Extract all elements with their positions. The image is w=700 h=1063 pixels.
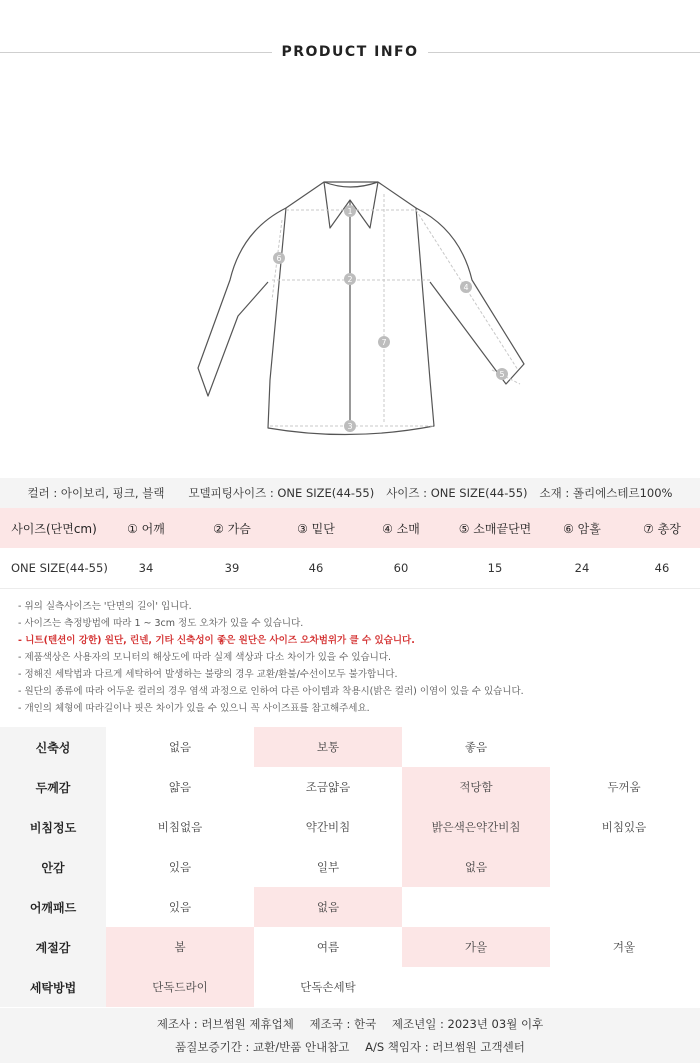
note-line: - 개인의 체형에 따라길이나 핏은 차이가 있을 수 있으니 꼭 사이즈표를 참고해주세요. xyxy=(18,703,370,714)
marker-1: 1 xyxy=(347,207,353,216)
fabric-label: 두께감 xyxy=(0,767,106,807)
note-line: - 정해진 세탁법과 다르게 세탁하여 발생하는 불량의 경우 교환/환불/수선이모두 불가합니다. xyxy=(18,669,398,680)
size-header-cell: ⑦ 총장 xyxy=(643,521,681,536)
fabric-option xyxy=(402,967,550,1007)
product-meta-bar xyxy=(0,478,700,508)
fabric-option: 단독손세탁 xyxy=(300,980,356,994)
footer-info xyxy=(0,1008,700,1063)
fabric-option: 겨울 xyxy=(612,940,636,954)
fabric-option-selected: 가을 xyxy=(402,927,550,967)
meta-size: 사이즈 : ONE SIZE(44-55) xyxy=(386,486,528,500)
size-cell: 24 xyxy=(574,561,590,575)
size-header-cell: ④ 소매 xyxy=(382,521,420,536)
note-line: - 사이즈는 측정방법에 따라 1 ~ 3cm 정도 오차가 있을 수 있습니다. xyxy=(18,618,304,629)
fabric-option: 두꺼움 xyxy=(607,780,641,794)
fabric-option-selected: 보통 xyxy=(254,727,402,767)
size-cell: 15 xyxy=(487,561,503,575)
fabric-option: 약간비침 xyxy=(305,820,351,834)
size-cell: 46 xyxy=(654,561,670,575)
fabric-label: 계절감 xyxy=(0,927,106,967)
fabric-option xyxy=(402,887,550,927)
fabric-option xyxy=(550,727,698,767)
fabric-option xyxy=(550,887,698,927)
fabric-info-table xyxy=(0,727,700,1007)
size-header-cell: ⑥ 암홀 xyxy=(563,521,601,536)
size-header-cell: ⑤ 소매끝단면 xyxy=(458,521,532,536)
footer-country: 제조국 : 한국 xyxy=(309,1017,377,1031)
page-title: PRODUCT INFO xyxy=(281,44,419,60)
header-divider-right xyxy=(428,52,700,53)
fabric-option: 있음 xyxy=(168,860,192,874)
note-line: - 제품색상은 사용자의 모니터의 해상도에 따라 실제 색상과 다소 차이가 있을 수 있습니다. xyxy=(18,652,392,663)
fabric-option xyxy=(550,847,698,887)
shirt-measurement-illustration xyxy=(180,170,540,440)
table-row xyxy=(0,548,700,589)
fabric-option: 일부 xyxy=(316,860,340,874)
size-table-header xyxy=(0,508,700,548)
footer-as: A/S 책임자 : 러브썸원 고객센터 xyxy=(365,1040,525,1054)
measurement-markers xyxy=(273,205,508,432)
fabric-label: 어깨패드 xyxy=(0,887,106,927)
fabric-option: 비침있음 xyxy=(601,820,647,834)
section-header xyxy=(0,0,700,106)
size-header-cell: ② 가슴 xyxy=(213,521,251,536)
meta-model-size: 모델피팅사이즈 : ONE SIZE(44-55) xyxy=(188,486,375,500)
size-cell: 46 xyxy=(308,561,324,575)
fabric-option: 비침없음 xyxy=(157,820,203,834)
fabric-option: 없음 xyxy=(168,740,192,754)
size-cell: 60 xyxy=(393,561,409,575)
marker-5: 5 xyxy=(499,370,505,379)
footer-manufacturer: 제조사 : 러브썸원 제휴업체 xyxy=(156,1017,294,1031)
fabric-label: 세탁방법 xyxy=(0,967,106,1007)
fabric-label: 안감 xyxy=(0,847,106,887)
size-header-cell: 사이즈(단면cm) xyxy=(11,521,97,536)
fabric-row-season xyxy=(0,927,700,967)
fabric-label: 비침정도 xyxy=(0,807,106,847)
size-table xyxy=(0,508,700,589)
size-cell: 34 xyxy=(138,561,154,575)
fabric-row-lining xyxy=(0,847,700,887)
fabric-option-selected: 밝은색은약간비침 xyxy=(402,807,550,847)
footer-warranty: 품질보증기간 : 교환/반품 안내참고 xyxy=(175,1040,350,1054)
meta-material: 소재 : 폴리에스테르100% xyxy=(539,486,673,500)
size-cell: 39 xyxy=(224,561,240,575)
note-line-warning: - 니트(텐션이 강한) 원단, 린넨, 기타 신축성이 좋은 원단은 사이즈 오차범위가 클 수 있습니다. xyxy=(18,635,415,646)
marker-6: 6 xyxy=(276,254,282,263)
fabric-option-selected: 적당함 xyxy=(402,767,550,807)
size-cell: ONE SIZE(44-55) xyxy=(11,561,108,575)
fabric-label: 신축성 xyxy=(0,727,106,767)
marker-2: 2 xyxy=(347,275,353,284)
fabric-row-sheerness xyxy=(0,807,700,847)
size-header-cell: ① 어깨 xyxy=(127,521,165,536)
footer-date: 제조년일 : 2023년 03월 이후 xyxy=(391,1017,544,1031)
note-line: - 위의 실측사이즈는 '단면의 길이' 입니다. xyxy=(18,601,192,612)
fabric-option: 조금얇음 xyxy=(305,780,351,794)
marker-7: 7 xyxy=(381,338,387,347)
fabric-option-selected: 단독드라이 xyxy=(106,967,254,1007)
fabric-option-selected: 봄 xyxy=(106,927,254,967)
meta-color: 컬러 : 아이보리, 핑크, 블랙 xyxy=(27,486,165,500)
marker-4: 4 xyxy=(463,283,469,292)
fabric-option-selected: 없음 xyxy=(402,847,550,887)
note-line: - 원단의 종류에 따라 어두운 컬러의 경우 염색 과정으로 인하여 다른 아이템과 착용시(밝은 컬러) 이염이 있을 수 있습니다. xyxy=(18,686,524,697)
fabric-option: 있음 xyxy=(168,900,192,914)
fabric-option: 얇음 xyxy=(168,780,192,794)
footer-line-2 xyxy=(0,1039,700,1055)
size-header-cell: ③ 밑단 xyxy=(297,521,335,536)
fabric-option xyxy=(550,967,698,1007)
size-notes xyxy=(18,598,688,717)
fabric-row-stretch xyxy=(0,727,700,767)
fabric-option: 좋음 xyxy=(464,740,488,754)
fabric-row-washing xyxy=(0,967,700,1007)
marker-3: 3 xyxy=(347,422,353,431)
fabric-option-selected: 없음 xyxy=(254,887,402,927)
fabric-row-thickness xyxy=(0,767,700,807)
footer-line-1 xyxy=(0,1016,700,1032)
fabric-option: 여름 xyxy=(316,940,340,954)
fabric-row-shoulder-pad xyxy=(0,887,700,927)
